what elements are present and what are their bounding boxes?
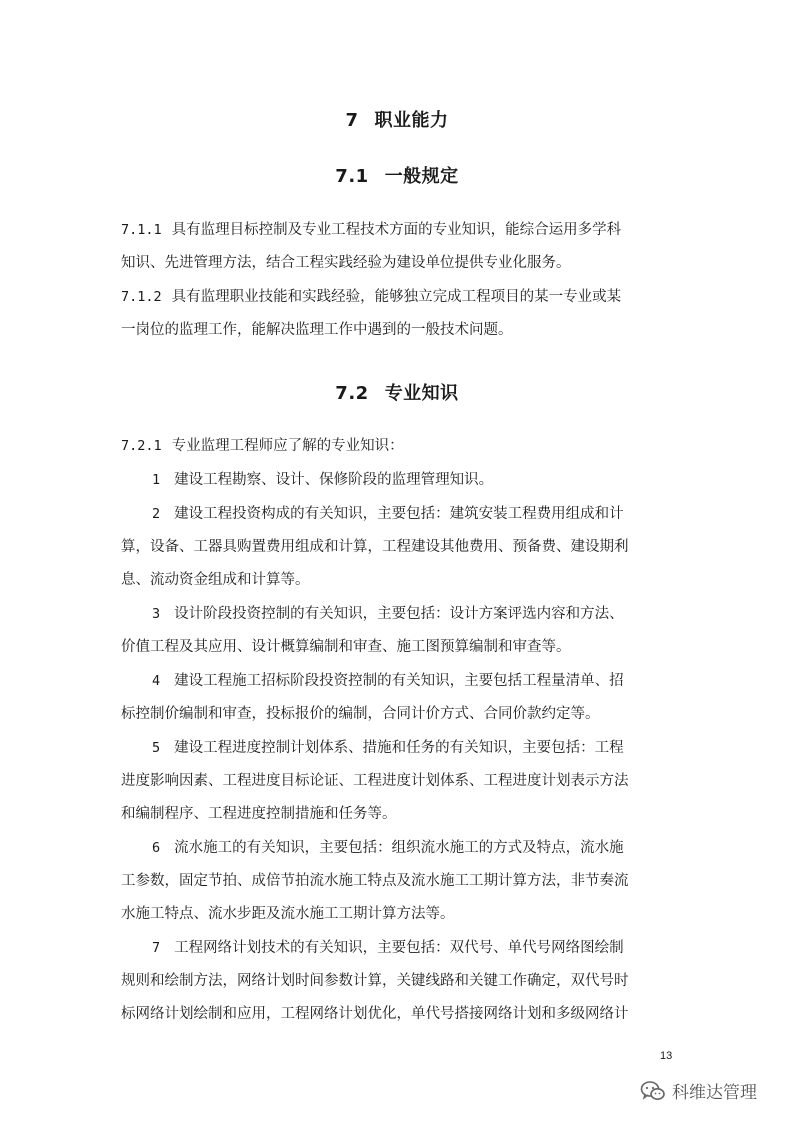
item-number: 1	[152, 472, 161, 488]
item-2-line-1	[152, 504, 676, 524]
item-text: 工程网络计划技术的有关知识，主要包括：双代号、单代号网络图绘制	[174, 940, 624, 956]
clause-7-1-2-line-2: 一岗位的监理工作，能解决监理工作中遇到的一般技术问题。	[121, 322, 513, 338]
item-6-line-3: 水施工特点、流水步距及流水施工工期计算方法等。	[121, 906, 455, 922]
section-number: 7.2	[335, 383, 369, 404]
item-3-line-1	[152, 604, 676, 624]
item-2-line-3: 息、流动资金组成和计算等。	[121, 572, 310, 588]
section-heading-7-2	[0, 379, 794, 405]
item-7-line-1	[152, 938, 676, 958]
clause-7-1-1-line-1	[121, 220, 676, 240]
clause-number: 7.1.1	[121, 222, 162, 238]
clause-7-1-2-line-1	[121, 287, 676, 307]
chapter-number: 7	[345, 110, 359, 131]
page-number: 13	[660, 1050, 673, 1062]
clause-text: 具有监理职业技能和实践经验，能够独立完成工程项目的某一专业或某	[171, 289, 622, 305]
item-5-line-3: 和编制程序、工程进度控制措施和任务等。	[121, 806, 397, 822]
section-title: 一般规定	[384, 166, 459, 187]
item-number: 2	[152, 506, 161, 522]
clause-number: 7.1.2	[121, 289, 162, 305]
wechat-icon	[640, 1080, 666, 1102]
chapter-heading	[0, 106, 794, 132]
clause-number: 7.2.1	[121, 438, 162, 454]
watermark	[640, 1078, 757, 1103]
section-number: 7.1	[335, 166, 369, 187]
item-number: 7	[152, 940, 161, 956]
item-text: 建设工程施工招标阶段投资控制的有关知识，主要包括工程量清单、招	[174, 673, 624, 689]
clause-7-2-1	[121, 436, 676, 456]
item-text: 设计阶段投资控制的有关知识，主要包括：设计方案评选内容和方法、	[174, 606, 624, 622]
item-5-line-1	[152, 738, 676, 758]
item-6-line-1	[152, 838, 676, 858]
item-3-line-2: 价值工程及其应用、设计概算编制和审查、施工图预算编制和审查等。	[121, 639, 571, 655]
item-text: 建设工程勘察、设计、保修阶段的监理管理知识。	[174, 472, 494, 488]
item-2-line-2: 算，设备、工器具购置费用组成和计算，工程建设其他费用、预备费、建设期利	[121, 539, 629, 555]
item-text: 建设工程进度控制计划体系、措施和任务的有关知识，主要包括：工程	[174, 740, 624, 756]
item-number: 5	[152, 740, 161, 756]
item-text: 流水施工的有关知识，主要包括：组织流水施工的方式及特点，流水施	[174, 840, 624, 856]
item-4-line-2: 标控制价编制和审查，投标报价的编制，合同计价方式、合同价款约定等。	[121, 706, 600, 722]
item-5-line-2: 进度影响因素、工程进度目标论证、工程进度计划体系、工程进度计划表示方法	[121, 773, 629, 789]
section-title: 专业知识	[384, 383, 459, 404]
item-number: 6	[152, 840, 161, 856]
clause-text: 专业监理工程师应了解的专业知识：	[171, 438, 404, 454]
clause-text: 具有监理目标控制及专业工程技术方面的专业知识，能综合运用多学科	[171, 222, 622, 238]
chapter-title: 职业能力	[374, 110, 449, 131]
item-text: 建设工程投资构成的有关知识，主要包括：建筑安装工程费用组成和计	[174, 506, 624, 522]
item-4-line-1	[152, 671, 676, 691]
clause-7-1-1-line-2: 知识、先进管理方法，结合工程实践经验为建设单位提供专业化服务。	[121, 255, 571, 271]
item-6-line-2: 工参数，固定节拍、成倍节拍流水施工特点及流水施工工期计算方法，非节奏流	[121, 873, 629, 889]
watermark-text: 科维达管理	[672, 1083, 757, 1103]
section-heading-7-1	[0, 162, 794, 188]
item-7-line-3: 标网络计划绘制和应用，工程网络计划优化，单代号搭接网络计划和多级网络计	[121, 1006, 629, 1022]
item-number: 4	[152, 673, 161, 689]
item-number: 3	[152, 606, 161, 622]
item-1-line-1	[152, 470, 676, 490]
item-7-line-2: 规则和绘制方法，网络计划时间参数计算，关键线路和关键工作确定，双代号时	[121, 973, 629, 989]
